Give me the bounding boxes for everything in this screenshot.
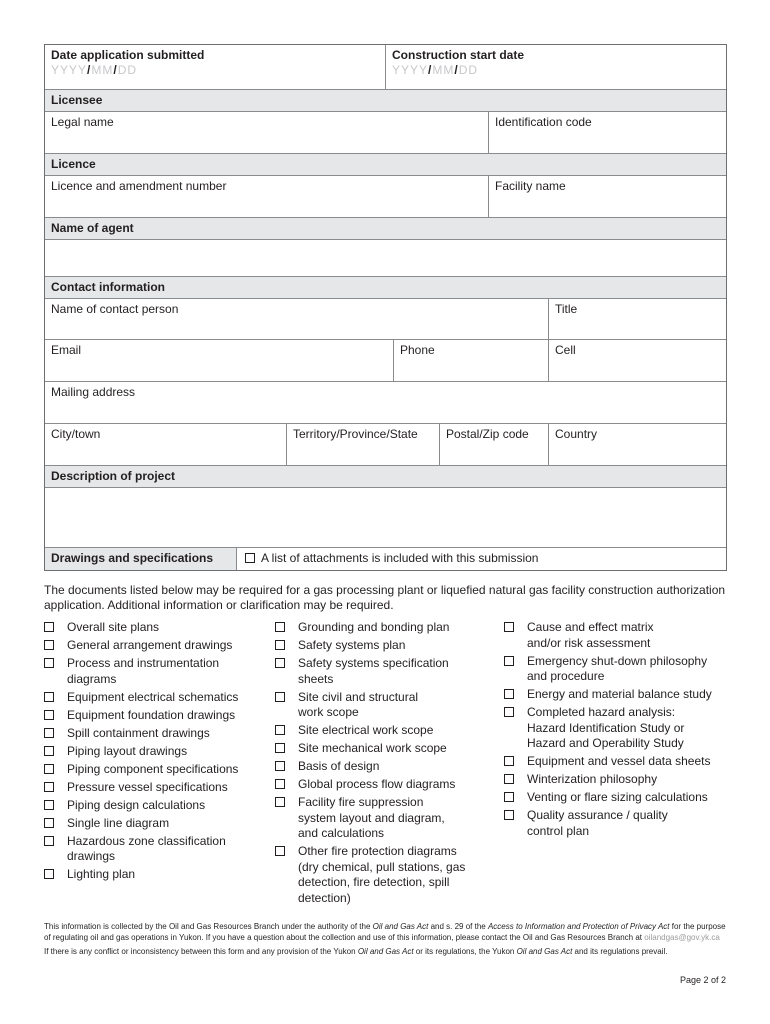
- checklist-column-2: [275, 620, 475, 909]
- checklist-item[interactable]: Energy and material balance study: [504, 687, 729, 703]
- mailing-address-label: Mailing address: [51, 385, 136, 399]
- checkbox[interactable]: [44, 869, 54, 879]
- date-submitted-label: Date application submitted: [51, 48, 205, 62]
- checkbox[interactable]: [44, 622, 54, 632]
- checklist-item[interactable]: Equipment foundation drawings: [44, 708, 264, 724]
- checkbox[interactable]: [275, 846, 285, 856]
- checklist-item[interactable]: Spill containment drawings: [44, 726, 264, 742]
- territory-field[interactable]: [286, 424, 439, 465]
- checklist-column-1: [44, 620, 264, 885]
- checklist-item[interactable]: Single line diagram: [44, 816, 264, 832]
- checkbox[interactable]: [275, 658, 285, 668]
- checklist-item[interactable]: Basis of design: [275, 759, 475, 775]
- checklist-item[interactable]: Safety systems specification sheets: [275, 656, 475, 687]
- postal-label: Postal/Zip code: [446, 427, 529, 441]
- checklist-item[interactable]: Completed hazard analysis: Hazard Identification Study or Hazard and Operability Study: [504, 705, 704, 752]
- checkbox[interactable]: [44, 818, 54, 828]
- legal-name-label: Legal name: [51, 115, 114, 129]
- checkbox[interactable]: [44, 800, 54, 810]
- title-field[interactable]: [548, 299, 726, 339]
- checklist-item[interactable]: Global process flow diagrams: [275, 777, 475, 793]
- checklist-item[interactable]: Piping component specifications: [44, 762, 274, 778]
- email-field[interactable]: [45, 340, 393, 381]
- checkbox[interactable]: [44, 746, 54, 756]
- phone-label: Phone: [400, 343, 435, 357]
- phone-field[interactable]: [393, 340, 548, 381]
- agent-section-header: Name of agent: [45, 217, 726, 239]
- checklist-item[interactable]: Cause and effect matrix and/or risk assessment: [504, 620, 689, 651]
- licence-amendment-field[interactable]: [45, 176, 488, 217]
- attachments-checkbox-label: A list of attachments is included with this submission: [261, 551, 539, 565]
- country-label: Country: [555, 427, 598, 441]
- checklist-item[interactable]: Safety systems plan: [275, 638, 475, 654]
- checkbox[interactable]: [275, 640, 285, 650]
- checklist-item[interactable]: Grounding and bonding plan: [275, 620, 475, 636]
- checklist-item[interactable]: Lighting plan: [44, 867, 264, 883]
- checklist-item[interactable]: Quality assurance / quality control plan: [504, 808, 684, 839]
- mailing-address-field[interactable]: [45, 382, 726, 423]
- checklist-item[interactable]: Equipment and vessel data sheets: [504, 754, 729, 770]
- checkbox[interactable]: [504, 756, 514, 766]
- checkbox[interactable]: [504, 792, 514, 802]
- date-submitted-hint: YYYY/MM/DD: [51, 63, 138, 77]
- conflict-notice: If there is any conflict or inconsistency between this form and any provision of the Yukon Oil and Gas Act or its regulations, the Yukon Oil and Gas Act and its regulations prevail.: [44, 947, 668, 956]
- checklist-item[interactable]: Site civil and structural work scope: [275, 690, 445, 721]
- checklist-item[interactable]: Facility fire suppression system layout and diagram, and calculations: [275, 795, 460, 842]
- checkbox[interactable]: [44, 782, 54, 792]
- checkbox[interactable]: [504, 774, 514, 784]
- checkbox[interactable]: [44, 692, 54, 702]
- construction-start-hint: YYYY/MM/DD: [392, 63, 479, 77]
- checkbox[interactable]: [275, 743, 285, 753]
- description-field[interactable]: [45, 488, 726, 547]
- facility-name-field[interactable]: [488, 176, 726, 217]
- description-section-header: Description of project: [45, 465, 726, 487]
- checkbox[interactable]: [504, 810, 514, 820]
- checklist-item[interactable]: Pressure vessel specifications: [44, 780, 264, 796]
- checklist-item[interactable]: Piping design calculations: [44, 798, 264, 814]
- drawings-section-header: Drawings and specifications: [45, 548, 237, 570]
- checkbox[interactable]: [275, 797, 285, 807]
- checklist-item[interactable]: Winterization philosophy: [504, 772, 729, 788]
- licence-section-header: Licence: [45, 153, 726, 175]
- checklist-item[interactable]: Equipment electrical schematics: [44, 690, 264, 706]
- checklist-item[interactable]: Other fire protection diagrams (dry chemical, pull stations, gas detection, fire detection, spill detection): [275, 844, 470, 906]
- identification-code-label: Identification code: [495, 115, 592, 129]
- checklist-item[interactable]: Site mechanical work scope: [275, 741, 475, 757]
- checkbox[interactable]: [44, 836, 54, 846]
- checkbox[interactable]: [44, 764, 54, 774]
- checklist-column-3: [504, 620, 729, 842]
- facility-name-label: Facility name: [495, 179, 566, 193]
- cell-label: Cell: [555, 343, 576, 357]
- date-submitted-field[interactable]: [45, 45, 385, 89]
- checklist-item[interactable]: Hazardous zone classification drawings: [44, 834, 244, 865]
- city-field[interactable]: [45, 424, 286, 465]
- checkbox[interactable]: [44, 710, 54, 720]
- checkbox[interactable]: [504, 622, 514, 632]
- checkbox[interactable]: [504, 656, 514, 666]
- checklist-item[interactable]: Overall site plans: [44, 620, 264, 636]
- legal-name-field[interactable]: [45, 112, 488, 153]
- attachments-checkbox[interactable]: [245, 553, 255, 563]
- page-number: Page 2 of 2: [679, 975, 726, 985]
- checkbox[interactable]: [275, 692, 285, 702]
- contact-email-link[interactable]: oilandgas@gov.yk.ca: [644, 932, 720, 942]
- postal-field[interactable]: [439, 424, 548, 465]
- licence-amendment-label: Licence and amendment number: [51, 179, 227, 193]
- checklist-item[interactable]: Piping layout drawings: [44, 744, 264, 760]
- checklist-item[interactable]: General arrangement drawings: [44, 638, 264, 654]
- checklist-item[interactable]: Emergency shut-down philosophy and procedure: [504, 654, 729, 685]
- checkbox[interactable]: [44, 728, 54, 738]
- checkbox[interactable]: [44, 640, 54, 650]
- checkbox[interactable]: [275, 761, 285, 771]
- checklist-item[interactable]: Process and instrumentation diagrams: [44, 656, 244, 687]
- identification-code-field[interactable]: [488, 112, 726, 153]
- privacy-notice: [44, 922, 726, 958]
- application-form: [44, 44, 727, 571]
- contact-section-header: Contact information: [45, 276, 726, 298]
- cell-field[interactable]: [548, 340, 726, 381]
- construction-start-label: Construction start date: [392, 48, 525, 62]
- licensee-section-header: Licensee: [45, 89, 726, 111]
- checkbox[interactable]: [275, 779, 285, 789]
- checklist-item[interactable]: Site electrical work scope: [275, 723, 475, 739]
- email-label: Email: [51, 343, 82, 357]
- checkbox[interactable]: [275, 725, 285, 735]
- construction-start-field[interactable]: [385, 45, 726, 89]
- checkbox[interactable]: [44, 658, 54, 668]
- collection-notice: This information is collected by the Oil and Gas Resources Branch under the authority of the Oil and Gas Act and s. 29 of the Access to Information and Protection of Privacy Act for the purpose of regulating oil and gas operations in Yukon. If you have a question about the collection and use of this information, please contact the Oil and Gas Resources Branch at oilandgas@gov.yk.ca: [44, 922, 726, 942]
- intro-text: The documents listed below may be required for a gas processing plant or liquefied natural gas facility construction authorization application. Additional information or clarification may be required.: [44, 583, 726, 612]
- territory-label: Territory/Province/State: [293, 427, 418, 441]
- country-field[interactable]: [548, 424, 726, 465]
- agent-name-field[interactable]: [45, 240, 726, 276]
- city-label: City/town: [51, 427, 101, 441]
- checklist-item[interactable]: Venting or flare sizing calculations: [504, 790, 729, 806]
- checkbox[interactable]: [275, 622, 285, 632]
- checkbox[interactable]: [504, 707, 514, 717]
- title-label: Title: [555, 302, 578, 316]
- contact-person-label: Name of contact person: [51, 302, 179, 316]
- checkbox[interactable]: [504, 689, 514, 699]
- attachments-checkbox-row[interactable]: [237, 548, 546, 570]
- contact-person-field[interactable]: [45, 299, 548, 339]
